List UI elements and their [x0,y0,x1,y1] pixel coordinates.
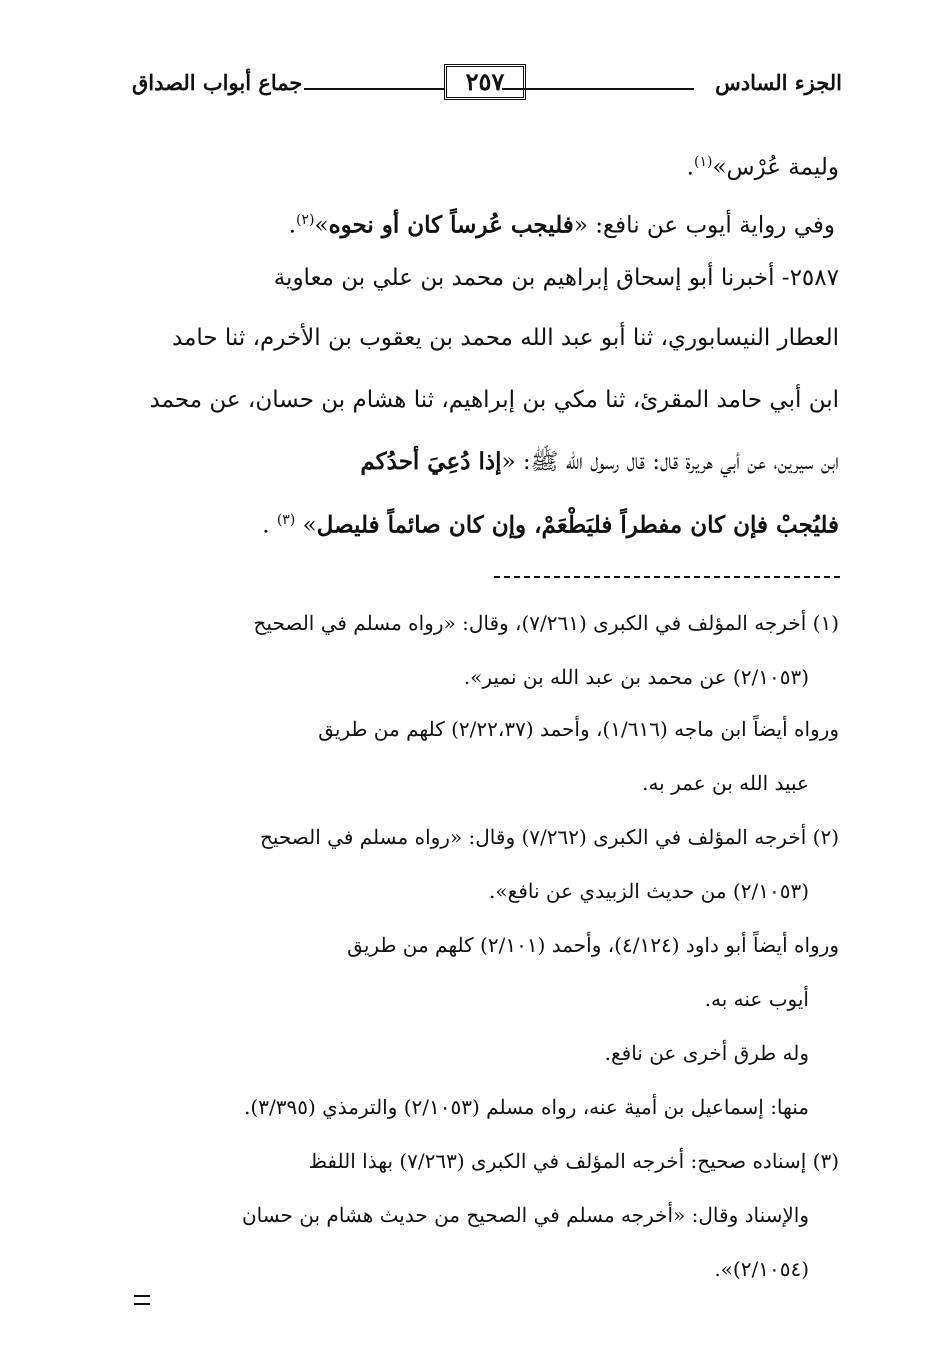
header-rule-right [502,88,694,90]
main-text-line-6: ابن سيرين، عن أبي هريرة قال: قال رسول الله ﷺ: «إذا دُعِيَ أحدُكم [360,448,839,475]
main-text-line-5: ابن أبي حامد المقرئ، ثنا مكي بن إبراهيم، ثنا هشام بن حسان، عن محمد [149,387,839,413]
footnote-3-line-1: (٣) إسناده صحيح: أخرجه المؤلف في الكبرى (٧/٢٦٣) بهذا اللفظ [308,1149,839,1173]
footnote-ref-3: (٣) [276,512,296,528]
footnote-1-line-4: عبيد الله بن عمر به. [642,771,809,795]
footnote-2-line-4: أيوب عنه به. [704,987,809,1011]
footnote-2-line-3: ورواه أيضاً أبو داود (٤/١٢٤)، وأحمد (٢/١٠١) كلهم من طريق [347,933,839,957]
footnote-ref-1: (١) [693,154,713,170]
footnote-2-line-1: (٢) أخرجه المؤلف في الكبرى (٧/٢٦٢) وقال: «رواه مسلم في الصحيح [259,825,839,849]
main-text-line-2: وفي رواية أيوب عن نافع: «فليجب عُرساً كان أو نحوه»$^{(٢)}$. [288,211,835,239]
hadith-number-line: ٢٥٨٧- أخبرنا أبو إسحاق إبراهيم بن محمد بن علي بن معاوية [273,265,839,291]
footnote-1-line-2: (٢/١٠٥٣) عن محمد بن عبد الله بن نمير». [463,665,809,689]
footnote-1-line-1: (١) أخرجه المؤلف في الكبرى (٧/٢٦١)، وقال: «رواه مسلم في الصحيح [253,611,839,635]
footnote-ref-2: (٢) [296,212,315,228]
page-header [132,62,842,106]
main-text-line-4: العطار النيسابوري، ثنا أبو عبد الله محمد بن يعقوب بن الأخرم، ثنا حامد [172,325,839,351]
footnote-2-line-2: (٢/١٠٥٣) من حديث الزبيدي عن نافع». [489,879,809,903]
volume-title: الجزء السادس [715,70,842,95]
page-end-mark [134,1295,150,1305]
footnote-1-line-3: ورواه أيضاً ابن ماجه (١/٦١٦)، وأحمد (٢/٢٢،٣٧) كلهم من طريق [318,717,839,741]
header-rule-left [304,88,444,90]
hadith-text-start: إذا دُعِيَ أحدُكم [360,448,502,475]
footnote-2-line-5: وله طرق أخرى عن نافع. [604,1041,809,1065]
footnote-3-line-3: (٢/١٠٥٤)». [714,1257,809,1281]
footnote-2-line-6: منها: إسماعيل بن أمية عنه، رواه مسلم (٢/١٠٥٣) والترمذي (٣/٣٩٥). [244,1095,809,1119]
hadith-quote: فليجب عُرساً كان أو نحوه [328,211,574,239]
chapter-title: جماع أبواب الصداق [132,70,303,95]
main-text-line-7: فليُجبْ فإن كان مفطراً فليَطْعَمْ، وإن كان صائماً فليصل» $^{(٣)}$ . [262,511,839,539]
hadith-text-end: فليُجبْ فإن كان مفطراً فليَطْعَمْ، وإن كان صائماً فليصل [316,511,839,539]
footnote-separator [494,576,840,578]
page-number: ٢٥٧ [444,64,526,100]
main-text-line-1: وليمة عُرْس»$^{(١)}$. [686,154,839,181]
footnote-3-line-2: والإسناد وقال: «أخرجه مسلم في الصحيح من حديث هشام بن حسان [241,1203,809,1227]
